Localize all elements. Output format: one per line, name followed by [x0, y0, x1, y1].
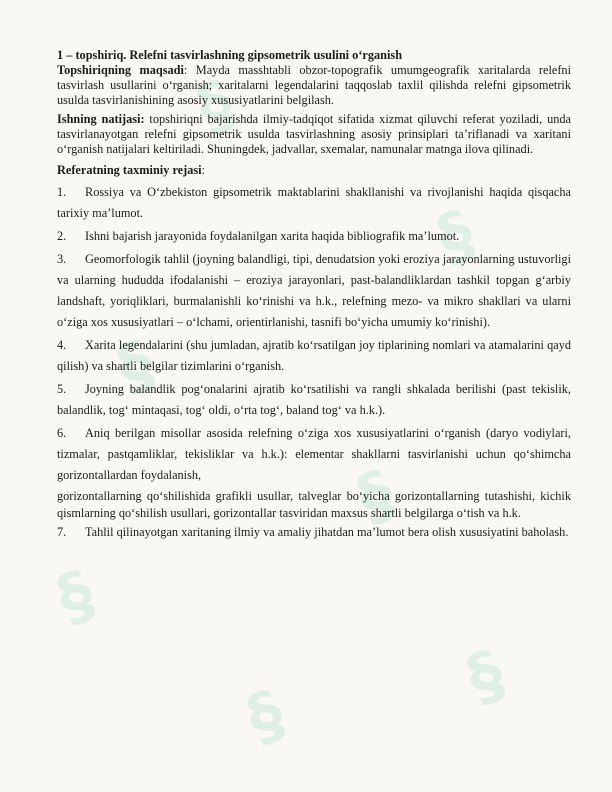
list-item-number: 1.: [57, 185, 67, 199]
list-item: [57, 379, 571, 421]
list-item: [57, 423, 571, 486]
list-item-text: Geomorfologik tahlil (joyning balandligi, tipi, denudatsion yoki eroziya jarayonlarning ustuvorligi va ularning hududda ifodalanishi – eroziya jarayonlari, past-balandliklardan tashkil topgan g‘arbiy landshaft, yoriqliklari, burmalanishli ko‘rinishi va h.k., relefning mezo- va mikro shakllari va ularni o‘ziga xos xususiyatlari – o‘lchami, orientirlanishi, tasnifi bo‘yicha umumiy ko‘rinishi).: [57, 252, 571, 329]
list-item-number: 4.: [57, 338, 67, 352]
plan-label: Referatning taxminiy rejasi: [57, 163, 202, 177]
goal-paragraph: [57, 63, 571, 108]
task-title: 1 – topshiriq. Relefni tasvirlashning gipsometrik usulini o‘rganish: [57, 48, 403, 62]
list-item-text: Tahlil qilinayotgan xaritaning ilmiy va amaliy jihatdan ma’lumot bera olish xususiyatini baholash.: [85, 525, 569, 539]
goal-text: : Mayda masshtabli obzor-topografik umumgeografik xaritalarda relefni tasvirlash usullarini o‘rganish; xaritalarni legendalarini taqqoslab taxlil qilishda relefni gipsometrik usulda tasvirlanishining asosiy xususiyatlarini belgilash.: [57, 63, 571, 107]
list-item-number: 7.: [57, 525, 67, 539]
document-body: [57, 48, 571, 545]
list-item-text: Ishni bajarish jarayonida foydalanilgan xarita haqida bibliografik ma’lumot.: [85, 229, 460, 243]
list-item-number: 5.: [57, 382, 67, 396]
list-item-text: Joyning balandlik pog‘onalarini ajratib ko‘rsatilishi va rangli shkalada berilishi (past tekislik, balandlik, tog‘ mintaqasi, tog‘ oldi, o‘rta tog‘, baland tog‘ va h.k.).: [57, 382, 571, 417]
list-item: [57, 522, 571, 543]
list-item-continuation: gorizontallarning qo‘shilishida grafikli usullar, talveglar bo‘yicha gorizontallarning tutashishi, kichik qismlarning qo‘shilish usullari, gorizontallar tasviridan maxsus shartli belgilarga o‘tish va h.k.: [57, 489, 571, 520]
list-item: [57, 249, 571, 333]
list-item-number: 2.: [57, 229, 67, 243]
watermark-icon: §: [108, 326, 164, 408]
watermark-icon: §: [458, 636, 514, 718]
list-item-number: 6.: [57, 426, 67, 440]
plan-heading: [57, 163, 571, 178]
plan-colon: :: [201, 163, 206, 177]
list-item: [57, 335, 571, 377]
list-item-text: Xarita legendalarini (shu jumladan, ajratib ko‘rsatilgan joy tiplarining nomlari va atamalarini qayd qilish) va shartli belgilar tizimlarini o‘rganish.: [57, 338, 571, 373]
watermark-icon: §: [238, 676, 294, 758]
result-paragraph: [57, 112, 571, 157]
list-item-text: Rossiya va O‘zbekiston gipsometrik maktablarini shakllanishi va rivojlanishi haqida qisqacha tarixiy ma’lumot.: [57, 185, 571, 220]
result-text: topshiriqni bajarishda ilmiy-tadqiqot sifatida xizmat qiluvchi referat yoziladi, unda tasvirlanayotgan relefni gipsometrik usulda tasvirlashning asosiy prinsiplari ta’riflanadi va xaritani o‘rganish natijalari keltiriladi. Shuningdek, jadvallar, sxemalar, namunalar matnga ilova qilinadi.: [57, 112, 571, 156]
watermark-icon: §: [48, 556, 104, 638]
list-item: [57, 182, 571, 224]
watermark-icon: §: [428, 196, 484, 278]
watermark-icon: §: [348, 456, 404, 538]
list-item-number: 3.: [57, 252, 67, 266]
watermark-icon: §: [188, 66, 244, 148]
list-item: [57, 226, 571, 247]
list-item-text: Aniq berilgan misollar asosida relefning o‘ziga xos xususiyatlarini o‘rganish (daryo vodiylari, tizmalar, pastqamliklar, tekisliklar va h.k.): elementar shakllarni tasvirlanishi uchun qo‘shimcha gorizontallardan foydalanish,: [57, 426, 571, 482]
result-label: Ishning natijasi:: [57, 112, 145, 126]
goal-label: Topshiriqning maqsadi: [57, 63, 184, 77]
